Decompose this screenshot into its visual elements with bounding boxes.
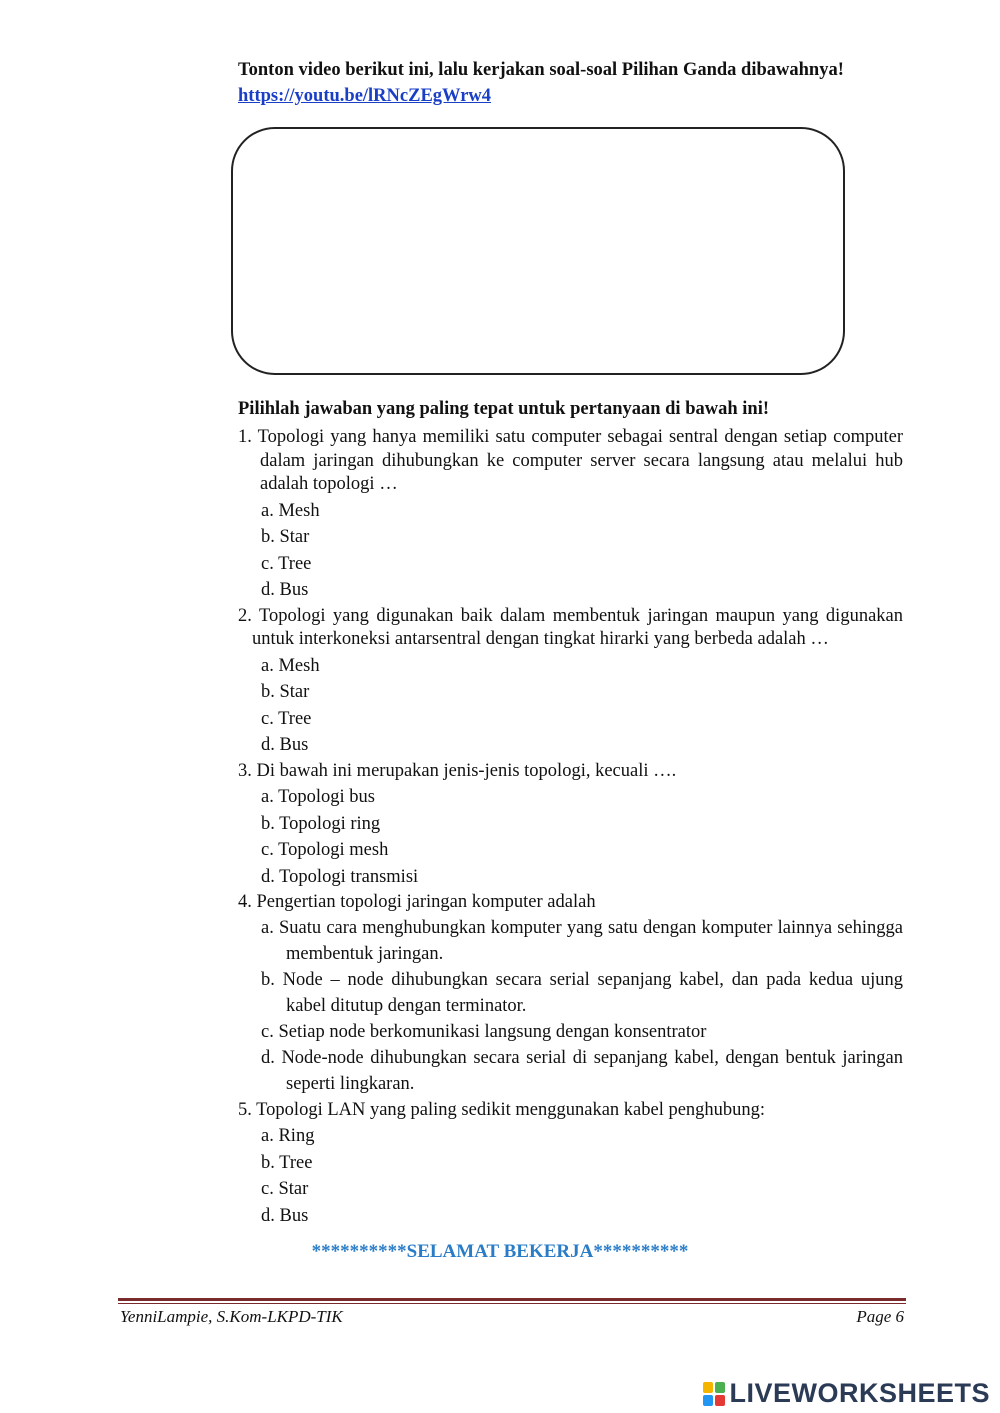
question-text: 1. Topologi yang hanya memiliki satu computer sebagai sentral dengan setiap computer dalam jaringan dihubungkan ke computer server secara langsung atau melalui hub adalah topologi … xyxy=(238,427,903,494)
question-list xyxy=(238,424,903,1228)
answer-option[interactable]: c. Topologi mesh xyxy=(261,840,389,860)
footer-divider xyxy=(118,1298,906,1301)
answer-option[interactable]: a. Ring xyxy=(261,1126,315,1146)
quiz-instruction: Pilihlah jawaban yang paling tepat untuk pertanyaan di bawah ini! xyxy=(238,399,769,419)
answer-option[interactable]: c. Star xyxy=(261,1179,309,1199)
answer-option[interactable]: d. Node-node dihubungkan secara serial di sepanjang kabel, dengan bentuk jaringan seperti lingkaran. xyxy=(261,1047,903,1094)
liveworksheets-logo-icon xyxy=(703,1382,725,1406)
question-text: 4. Pengertian topologi jaringan komputer adalah xyxy=(238,892,596,912)
question-4 xyxy=(238,891,903,1097)
brand-name: LIVEWORKSHEETS xyxy=(729,1378,990,1408)
question-3 xyxy=(238,760,903,890)
answer-option[interactable]: b. Node – node dihubungkan secara serial sepanjang kabel, dan pada kedua ujung kabel ditutup dengan terminator. xyxy=(261,969,903,1016)
question-text: 2. Topologi yang digunakan baik dalam membentuk jaringan maupun yang digunakan untuk interkoneksi antarsentral dengan tingkat hirarki yang berbeda adalah … xyxy=(238,605,903,649)
video-embed-box[interactable] xyxy=(231,127,845,375)
logo-tile xyxy=(703,1395,713,1406)
answer-option[interactable]: a. Topologi bus xyxy=(261,787,375,807)
logo-tile xyxy=(703,1382,713,1393)
question-text: 5. Topologi LAN yang paling sedikit menggunakan kabel penghubung: xyxy=(238,1099,766,1120)
answer-option[interactable]: b. Topologi ring xyxy=(261,813,381,834)
question-5 xyxy=(238,1099,903,1229)
answer-option[interactable]: a. Mesh xyxy=(261,500,320,521)
answer-option[interactable]: d. Bus xyxy=(261,580,309,600)
answer-option[interactable]: a. Suatu cara menghubungkan komputer yang satu dengan komputer lainnya sehingga membentuk jaringan. xyxy=(261,917,903,964)
video-link[interactable]: https://youtu.be/lRNcZEgWrw4 xyxy=(238,86,492,106)
answer-option[interactable]: b. Star xyxy=(261,527,310,547)
logo-tile xyxy=(715,1382,725,1393)
answer-option[interactable]: d. Bus xyxy=(261,1205,309,1226)
answer-option[interactable]: b. Tree xyxy=(261,1152,313,1173)
answer-option[interactable]: c. Setiap node berkomunikasi langsung dengan konsentrator xyxy=(261,1021,707,1042)
page-number: Page 6 xyxy=(856,1307,904,1326)
answer-option[interactable]: c. Tree xyxy=(261,708,312,729)
answer-option[interactable]: c. Tree xyxy=(261,553,312,574)
footer-author: YenniLampie, S.Kom-LKPD-TIK xyxy=(120,1307,343,1326)
logo-tile xyxy=(715,1395,725,1406)
answer-option[interactable]: a. Mesh xyxy=(261,655,320,676)
liveworksheets-brand[interactable] xyxy=(703,1378,990,1409)
answer-option[interactable]: d. Bus xyxy=(261,735,309,755)
closing-message: **********SELAMAT BEKERJA********** xyxy=(311,1241,689,1262)
answer-option[interactable]: d. Topologi transmisi xyxy=(261,866,419,887)
question-text: 3. Di bawah ini merupakan jenis-jenis topologi, kecuali …. xyxy=(238,760,677,781)
intro-instruction: Tonton video berikut ini, lalu kerjakan soal-soal Pilihan Ganda dibawahnya! xyxy=(238,60,844,80)
question-1 xyxy=(238,426,903,603)
question-2 xyxy=(238,605,903,758)
footer-divider-thin xyxy=(118,1303,906,1304)
answer-option[interactable]: b. Star xyxy=(261,682,310,702)
